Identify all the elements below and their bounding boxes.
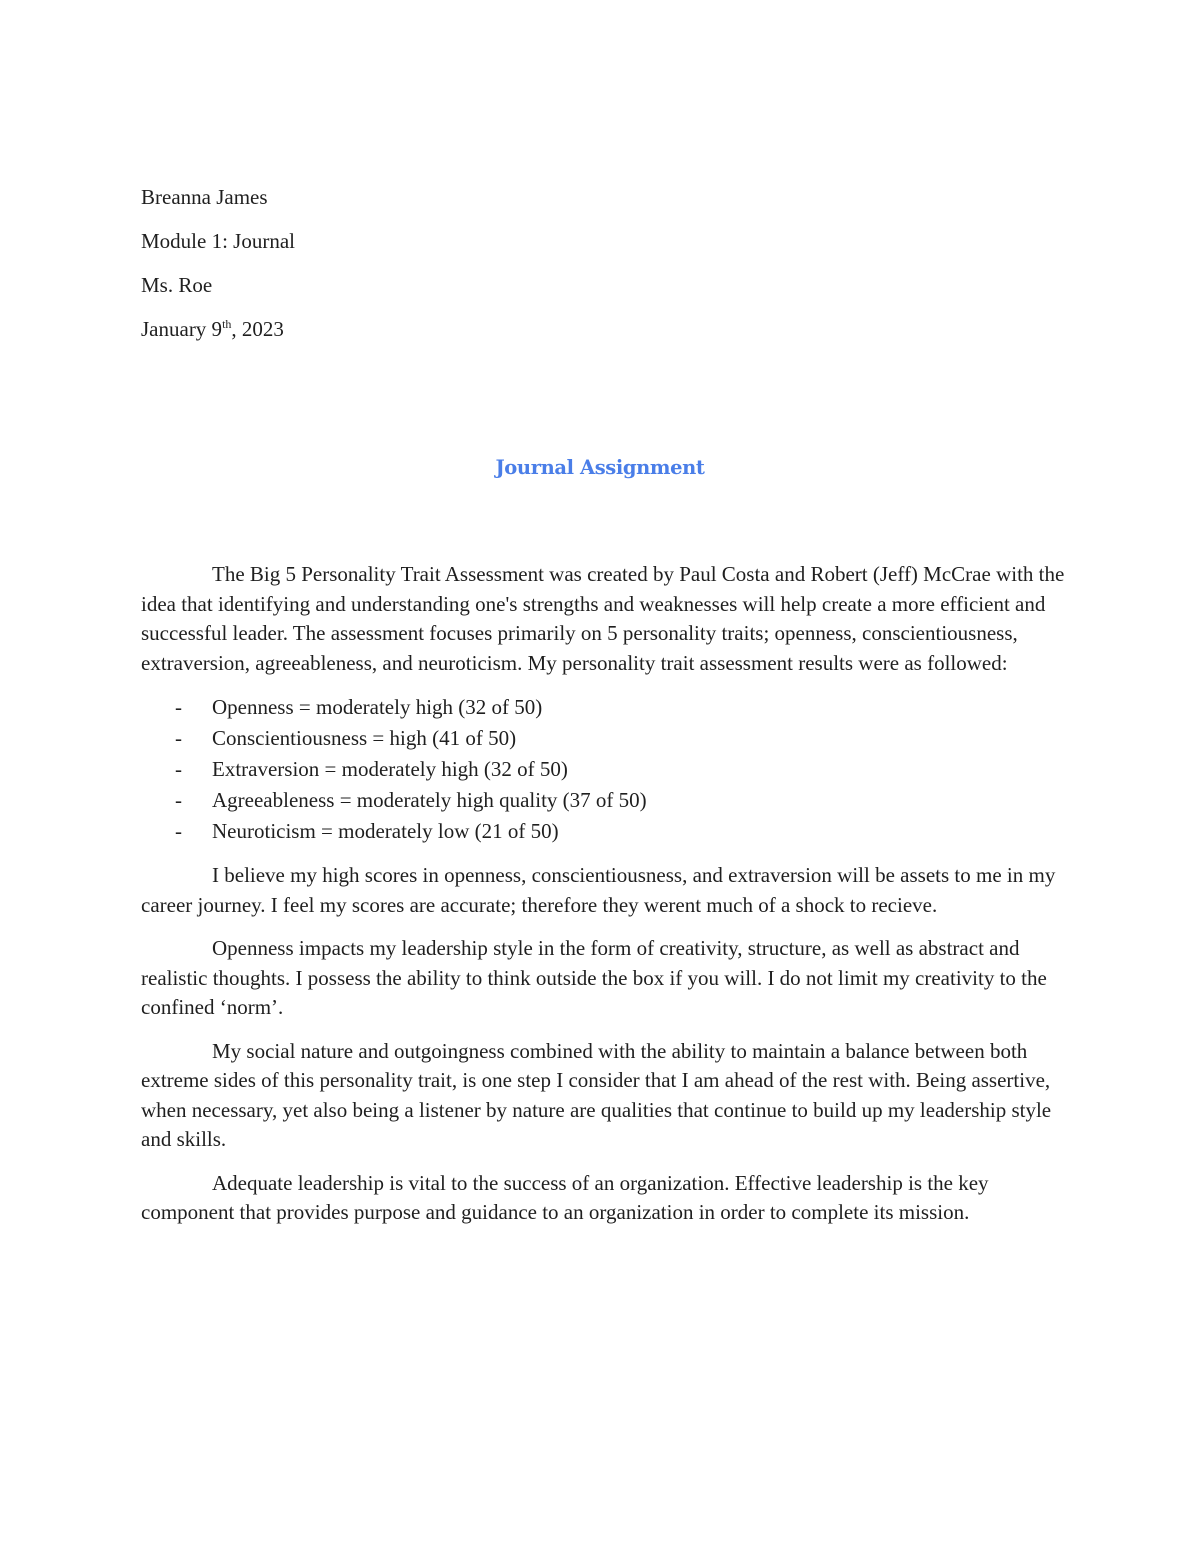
list-item: [141, 754, 1076, 785]
submission-date: [141, 318, 295, 340]
body-paragraph: Adequate leadership is vital to the success of an organization. Effective leadership is the key component that provides purpose and guidance to an organization in order to complete its mission.: [141, 1170, 989, 1224]
trait-result: Neuroticism = moderately low (21 of 50): [212, 819, 559, 843]
body-paragraph: My social nature and outgoingness combined with the ability to maintain a balance between both extreme sides of this personality trait, is one step I consider that I am ahead of the rest with. Being assertive, when necessary, yet also being a listener by nature are qualities that continue to build up my leadership style and skills.: [141, 1038, 1052, 1151]
date-ordinal-suffix: th: [222, 317, 232, 331]
document-header: [141, 186, 295, 362]
list-dash: -: [175, 819, 182, 843]
list-item: [141, 785, 1076, 816]
list-dash: -: [175, 757, 182, 781]
list-dash: -: [175, 695, 182, 719]
author-name: Breanna James: [141, 185, 268, 209]
list-dash: -: [175, 726, 182, 750]
body-paragraph: I believe my high scores in openness, conscientiousness, and extraversion will be assets to me in my career journey. I feel my scores are accurate; therefore they werent much of a shock to recieve.: [141, 863, 1056, 917]
trait-result: Agreeableness = moderately high quality (37 of 50): [212, 788, 647, 812]
trait-result: Extraversion = moderately high (32 of 50): [212, 757, 568, 781]
trait-results-list: [141, 692, 1076, 847]
instructor-name: Ms. Roe: [141, 273, 213, 297]
trait-result: Conscientiousness = high (41 of 50): [212, 726, 517, 750]
date-month-day: January 9: [141, 317, 223, 341]
course-module: Module 1: Journal: [141, 229, 295, 253]
intro-paragraph: The Big 5 Personality Trait Assessment was created by Paul Costa and Robert (Jeff) McCrae with the idea that identifying and understanding one's strengths and weaknesses will help create a more efficient and successful leader. The assessment focuses primarily on 5 personality traits; openness, conscientiousness, extraversion, agreeableness, and neuroticism. My personality trait assessment results were as followed:: [141, 562, 1065, 675]
list-item: [141, 816, 1076, 847]
list-dash: -: [175, 788, 182, 812]
list-item: [141, 723, 1076, 754]
document-title: Journal Assignment: [495, 456, 705, 479]
body-paragraph: Openness impacts my leadership style in the form of creativity, structure, as well as abstract and realistic thoughts. I possess the ability to think outside the box if you will. I do not limit my creativity to the confined ‘norm’.: [141, 936, 1047, 1019]
trait-result: Openness = moderately high (32 of 50): [212, 695, 543, 719]
date-year: , 2023: [231, 317, 284, 341]
document-body: [141, 560, 1076, 1242]
list-item: [141, 692, 1076, 723]
